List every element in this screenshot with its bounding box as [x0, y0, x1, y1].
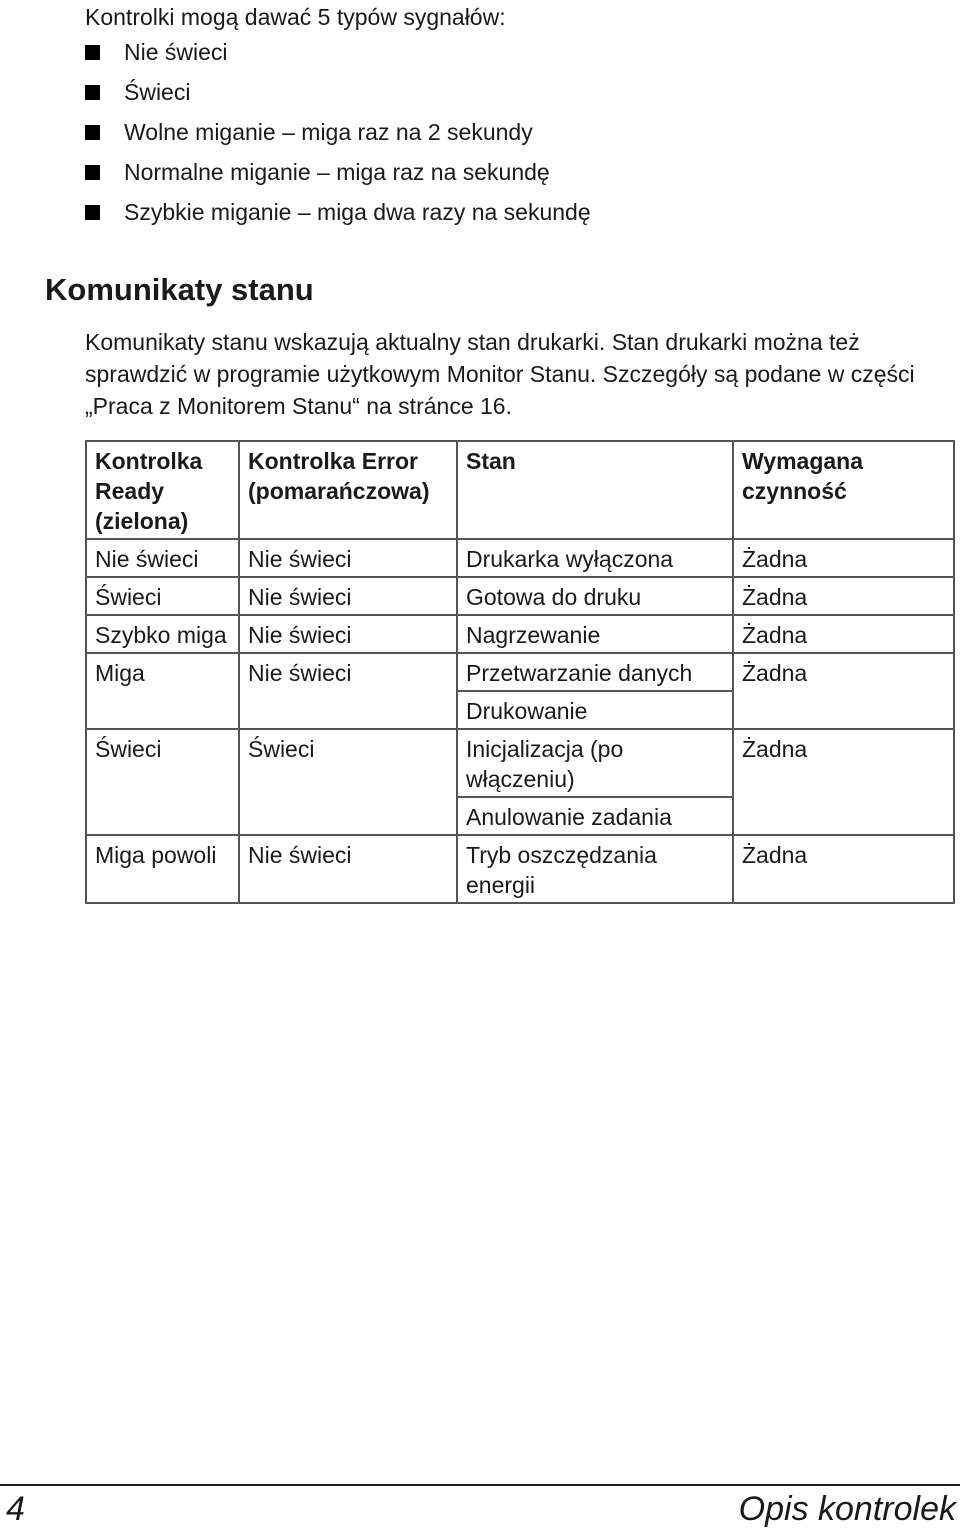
- table-cell: Nagrzewanie: [457, 615, 733, 653]
- column-header-error: Kontrolka Error (pomarańczowa): [239, 441, 457, 539]
- list-item-text: Normalne miganie – miga raz na sekundę: [124, 159, 550, 185]
- square-bullet-icon: [85, 205, 100, 220]
- list-item: [85, 112, 591, 152]
- list-item-text: Szybkie miganie – miga dwa razy na sekundę: [124, 199, 591, 225]
- table-cell: Świeci: [86, 729, 239, 835]
- status-table: [85, 440, 955, 904]
- table-cell: Żadna: [733, 615, 954, 653]
- signal-type-list: [85, 32, 591, 232]
- list-item-text: Wolne miganie – miga raz na 2 sekundy: [124, 119, 533, 145]
- list-item-text: Świeci: [124, 79, 191, 105]
- table-cell: Nie świeci: [239, 653, 457, 729]
- table-cell: Żadna: [733, 539, 954, 577]
- table-cell: Szybko miga: [86, 615, 239, 653]
- table-cell: Nie świeci: [239, 835, 457, 903]
- table-row: [86, 577, 954, 615]
- page-number: 4: [6, 1490, 25, 1528]
- table-cell: Inicjalizacja (po włączeniu): [457, 729, 733, 797]
- list-item: [85, 152, 591, 192]
- column-header-status: Stan: [457, 441, 733, 539]
- table-cell: Nie świeci: [239, 539, 457, 577]
- footer-section-title: Opis kontrolek: [738, 1490, 956, 1528]
- table-cell: Nie świeci: [239, 615, 457, 653]
- section-paragraph: Komunikaty stanu wskazują aktualny stan drukarki. Stan drukarki można też sprawdzić w programie użytkowym Monitor Stanu. Szczegóły są podane w części „Praca z Monitorem Stanu“ na stránce 16.: [85, 329, 915, 419]
- list-item-text: Nie świeci: [124, 39, 228, 65]
- table-cell: Nie świeci: [86, 539, 239, 577]
- table-cell: Drukarka wyłączona: [457, 539, 733, 577]
- intro-text: Kontrolki mogą dawać 5 typów sygnałów:: [85, 4, 506, 30]
- table-row: [86, 729, 954, 797]
- table-cell: Miga: [86, 653, 239, 729]
- table-cell: Drukowanie: [457, 691, 733, 729]
- table-cell: Nie świeci: [239, 577, 457, 615]
- column-header-ready: Kontrolka Ready (zielona): [86, 441, 239, 539]
- table-cell: Anulowanie zadania: [457, 797, 733, 835]
- table-cell: Żadna: [733, 577, 954, 615]
- table-cell: Miga powoli: [86, 835, 239, 903]
- table-row: [86, 835, 954, 903]
- square-bullet-icon: [85, 85, 100, 100]
- table-row: [86, 539, 954, 577]
- list-item: [85, 32, 591, 72]
- table-cell: Świeci: [239, 729, 457, 835]
- table-cell: Świeci: [86, 577, 239, 615]
- table-cell: Tryb oszczędzania energii: [457, 835, 733, 903]
- table-cell: Gotowa do druku: [457, 577, 733, 615]
- table-cell: Żadna: [733, 835, 954, 903]
- square-bullet-icon: [85, 125, 100, 140]
- table-row: [86, 653, 954, 691]
- square-bullet-icon: [85, 45, 100, 60]
- table-cell: Przetwarzanie danych: [457, 653, 733, 691]
- table-row: [86, 615, 954, 653]
- list-item: [85, 192, 591, 232]
- square-bullet-icon: [85, 165, 100, 180]
- column-header-action: Wymagana czynność: [733, 441, 954, 539]
- table-header-row: [86, 441, 954, 539]
- table-cell: Żadna: [733, 729, 954, 835]
- list-item: [85, 72, 591, 112]
- table-cell: Żadna: [733, 653, 954, 729]
- footer-divider: [0, 1484, 960, 1486]
- section-heading: Komunikaty stanu: [45, 272, 314, 307]
